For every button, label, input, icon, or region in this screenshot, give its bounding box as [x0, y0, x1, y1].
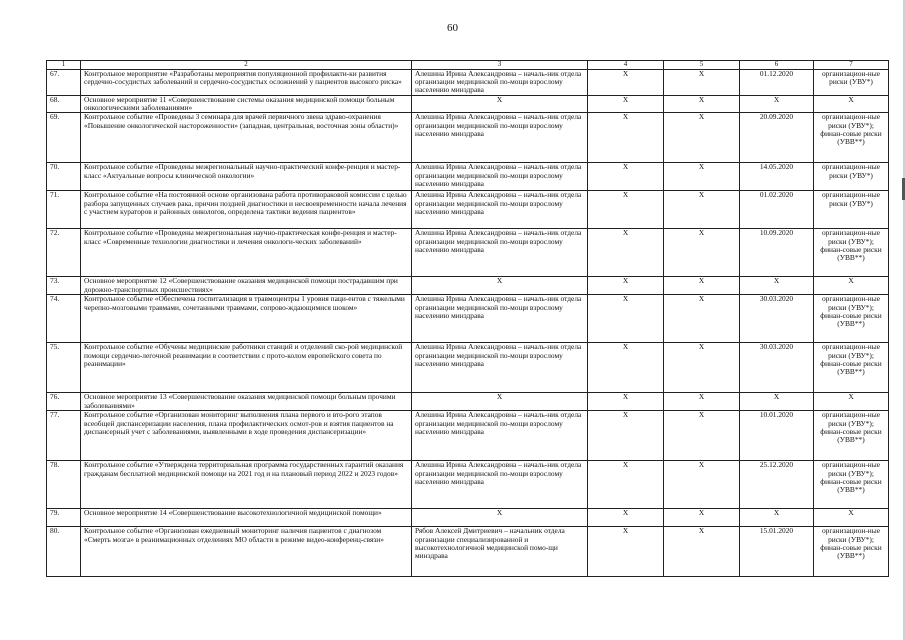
mark-cell: Х: [588, 277, 664, 295]
risk-cell: Х: [814, 509, 889, 527]
event-description: Основное мероприятие 14 «Совершенствование высокотехнологичной медицинской помощи»: [81, 509, 412, 527]
column-header: 4: [588, 61, 664, 70]
mark-cell: Х: [588, 70, 664, 96]
risk-cell: организацион-ные риски (УВУ*); финан-совые риски (УВВ**): [814, 411, 889, 461]
mark-cell: Х: [664, 163, 740, 191]
mark-cell: Х: [664, 96, 740, 113]
mark-cell: Х: [664, 343, 740, 393]
event-description: Контрольное событие «Обучены медицинские работники станций и отделений ско-рой медицинской помощи сердечно-легочной реанимации в соответствии с прото-колом европейского совета по реанимации»: [81, 343, 412, 393]
due-date: Х: [740, 393, 814, 411]
row-number: 75.: [47, 343, 81, 393]
row-number: 78.: [47, 461, 81, 509]
row-number: 74.: [47, 295, 81, 343]
mark-cell: Х: [588, 113, 664, 163]
mark-cell: Х: [588, 96, 664, 113]
responsible-person: Х: [412, 509, 588, 527]
responsible-person: Алешина Ирина Александровна – началь-ник отдела организации медицинской по-мощи взрослому населению минздрава: [412, 343, 588, 393]
table-row: [47, 96, 889, 113]
column-header: 7: [814, 61, 889, 70]
due-date: 30.03.2020: [740, 343, 814, 393]
due-date: 10.01.2020: [740, 411, 814, 461]
risk-cell: организацион-ные риски (УВУ*); финан-совые риски (УВВ**): [814, 343, 889, 393]
table-row: [47, 411, 889, 461]
row-number: 69.: [47, 113, 81, 163]
table-row: [47, 70, 889, 96]
table-row: [47, 229, 889, 277]
column-header: 2: [81, 61, 412, 70]
row-number: 72.: [47, 229, 81, 277]
mark-cell: Х: [588, 295, 664, 343]
mark-cell: Х: [664, 70, 740, 96]
mark-cell: Х: [664, 527, 740, 577]
table-row: [47, 191, 889, 229]
mark-cell: Х: [664, 191, 740, 229]
column-header: 1: [47, 61, 81, 70]
event-description: Контрольное событие «Организован ежедневный мониторинг наличия пациентов с диагнозом «Смерть мозга» в реанимационных отделениях МО области в режиме видео-конференц-связи»: [81, 527, 412, 577]
column-header: 6: [740, 61, 814, 70]
event-description: Контрольное событие «Утверждена территориальная программа государственных гарантий оказания гражданам бесплатной медицинской помощи на 2021 год и на плановый период 2022 и 2023 годов»: [81, 461, 412, 509]
event-description: Контрольное событие «Проведены межрегиональная научно-практическая конфе-ренция и мастер-класс «Современные технологии диагностики и лечения онкологи-ческих заболеваний»: [81, 229, 412, 277]
due-date: 10.09.2020: [740, 229, 814, 277]
event-description: Основное мероприятие 12 «Совершенствование оказания медицинской помощи пострадавшим при дорожно-транспортных происшествиях»: [81, 277, 412, 295]
event-description: Основное мероприятие 13 «Совершенствование оказания медицинской помощи больным прочими заболеваниями»: [81, 393, 412, 411]
row-number: 73.: [47, 277, 81, 295]
event-description: Контрольное событие «Проведены 3 семинара для врачей первичного звена здраво-охранения «Повышение онкологической настороженности» (западная, центральная, восточная зоны области)»: [81, 113, 412, 163]
mark-cell: Х: [664, 229, 740, 277]
mark-cell: Х: [588, 163, 664, 191]
event-description: Контрольное событие «На постоянной основе организована работа противораковой комиссии с целью разбора запущенных случаев рака, причин поздней диагностики и несвоевременности начала лечения с участием кураторов и районных онкологов, определена тактики ведения пациентов»: [81, 191, 412, 229]
table-row: [47, 163, 889, 191]
due-date: Х: [740, 96, 814, 113]
responsible-person: Алешина Ирина Александровна – началь-ник отдела организации медицинской по-мощи взрослому населению минздрава: [412, 191, 588, 229]
row-number: 67.: [47, 70, 81, 96]
table-row: [47, 343, 889, 393]
mark-cell: Х: [664, 295, 740, 343]
responsible-person: Рябов Алексей Дмитриевич – начальник отдела организации специализированной и высокотехнологичной медицинской помо-щи минздрава: [412, 527, 588, 577]
table-row: [47, 277, 889, 295]
table-row: [47, 295, 889, 343]
plan-table: [46, 60, 889, 577]
risk-cell: организацион-ные риски (УВУ*); финан-совые риски (УВВ**): [814, 229, 889, 277]
due-date: 20.09.2020: [740, 113, 814, 163]
mark-cell: Х: [588, 229, 664, 277]
table-row: [47, 393, 889, 411]
column-header: 5: [664, 61, 740, 70]
row-number: 71.: [47, 191, 81, 229]
table-row: [47, 461, 889, 509]
responsible-person: Алешина Ирина Александровна – началь-ник отдела организации медицинской по-мощи взрослому населению минздрава: [412, 70, 588, 96]
risk-cell: организацион-ные риски (УВУ*); финан-совые риски (УВВ**): [814, 461, 889, 509]
column-header: 3: [412, 61, 588, 70]
responsible-person: Х: [412, 96, 588, 113]
event-description: Основное мероприятие 11 «Совершенствование системы оказания медицинской помощи больным онкологическими заболеваниями»: [81, 96, 412, 113]
risk-cell: Х: [814, 277, 889, 295]
risk-cell: Х: [814, 96, 889, 113]
mark-cell: Х: [664, 509, 740, 527]
page-number: 60: [447, 22, 458, 34]
column-number-row: [47, 61, 889, 70]
responsible-person: Алешина Ирина Александровна – началь-ник отдела организации медицинской по-мощи взрослому населению минздрава: [412, 411, 588, 461]
risk-cell: организацион-ные риски (УВУ*); финан-совые риски (УВВ**): [814, 527, 889, 577]
mark-cell: Х: [588, 509, 664, 527]
due-date: 01.12.2020: [740, 70, 814, 96]
responsible-person: Х: [412, 393, 588, 411]
row-number: 70.: [47, 163, 81, 191]
responsible-person: Х: [412, 277, 588, 295]
mark-cell: Х: [588, 461, 664, 509]
table-row: [47, 527, 889, 577]
row-number: 77.: [47, 411, 81, 461]
row-number: 79.: [47, 509, 81, 527]
due-date: Х: [740, 509, 814, 527]
due-date: 01.02.2020: [740, 191, 814, 229]
risk-cell: организацион-ные риски (УВУ*); финан-совые риски (УВВ**): [814, 295, 889, 343]
responsible-person: Алешина Ирина Александровна – началь-ник отдела организации медицинской по-мощи взрослому населению минздрава: [412, 295, 588, 343]
event-description: Контрольное событие «Обеспечена госпитализация в травмоцентры 1 уровня паци-ентов с тяжелыми черепно-мозговыми травмами, сочетанными травмами, сопрово-ждающимися шоком»: [81, 295, 412, 343]
event-description: Контрольное событие «Организован мониторинг выполнения плана первого и вто-рого этапов всеобщей диспансеризации населения, плана профилактических осмот-ров и взятия пациентов на диспансерный учет с заболеваниями, выявленными в ходе проведения диспансеризации»: [81, 411, 412, 461]
due-date: 30.03.2020: [740, 295, 814, 343]
mark-cell: Х: [588, 393, 664, 411]
responsible-person: Алешина Ирина Александровна – началь-ник отдела организации медицинской по-мощи взрослому населению минздрава: [412, 461, 588, 509]
row-number: 76.: [47, 393, 81, 411]
event-description: Контрольное событие «Проведены межрегиональный научно-практический конфе-ренция и мастер-класс «Актуальные вопросы клинической онкологии»: [81, 163, 412, 191]
table-row: [47, 113, 889, 163]
risk-cell: организацион-ные риски (УВУ*): [814, 163, 889, 191]
responsible-person: Алешина Ирина Александровна – началь-ник отдела организации медицинской по-мощи взрослому населению минздрава: [412, 163, 588, 191]
table-row: [47, 509, 889, 527]
mark-cell: Х: [588, 411, 664, 461]
mark-cell: Х: [664, 411, 740, 461]
risk-cell: организацион-ные риски (УВУ*): [814, 70, 889, 96]
mark-cell: Х: [588, 343, 664, 393]
responsible-person: Алешина Ирина Александровна – началь-ник отдела организации медицинской по-мощи взрослому населению минздрава: [412, 113, 588, 163]
mark-cell: Х: [664, 277, 740, 295]
event-description: Контрольное мероприятие «Разработаны мероприятия популяционной профилакти-ки развития сердечно-сосудистых заболеваний и сердечно-сосудистых осложнений у пациентов высокого риска»: [81, 70, 412, 96]
due-date: 15.01.2020: [740, 527, 814, 577]
risk-cell: организацион-ные риски (УВУ*); финан-совые риски (УВВ**): [814, 113, 889, 163]
risk-cell: Х: [814, 393, 889, 411]
due-date: 25.12.2020: [740, 461, 814, 509]
mark-cell: Х: [588, 527, 664, 577]
due-date: 14.05.2020: [740, 163, 814, 191]
responsible-person: Алешина Ирина Александровна – началь-ник отдела организации медицинской по-мощи взрослому населению минздрава: [412, 229, 588, 277]
mark-cell: Х: [588, 191, 664, 229]
due-date: Х: [740, 277, 814, 295]
risk-cell: организацион-ные риски (УВУ*): [814, 191, 889, 229]
mark-cell: Х: [664, 113, 740, 163]
row-number: 80.: [47, 527, 81, 577]
mark-cell: Х: [664, 461, 740, 509]
row-number: 68.: [47, 96, 81, 113]
mark-cell: Х: [664, 393, 740, 411]
